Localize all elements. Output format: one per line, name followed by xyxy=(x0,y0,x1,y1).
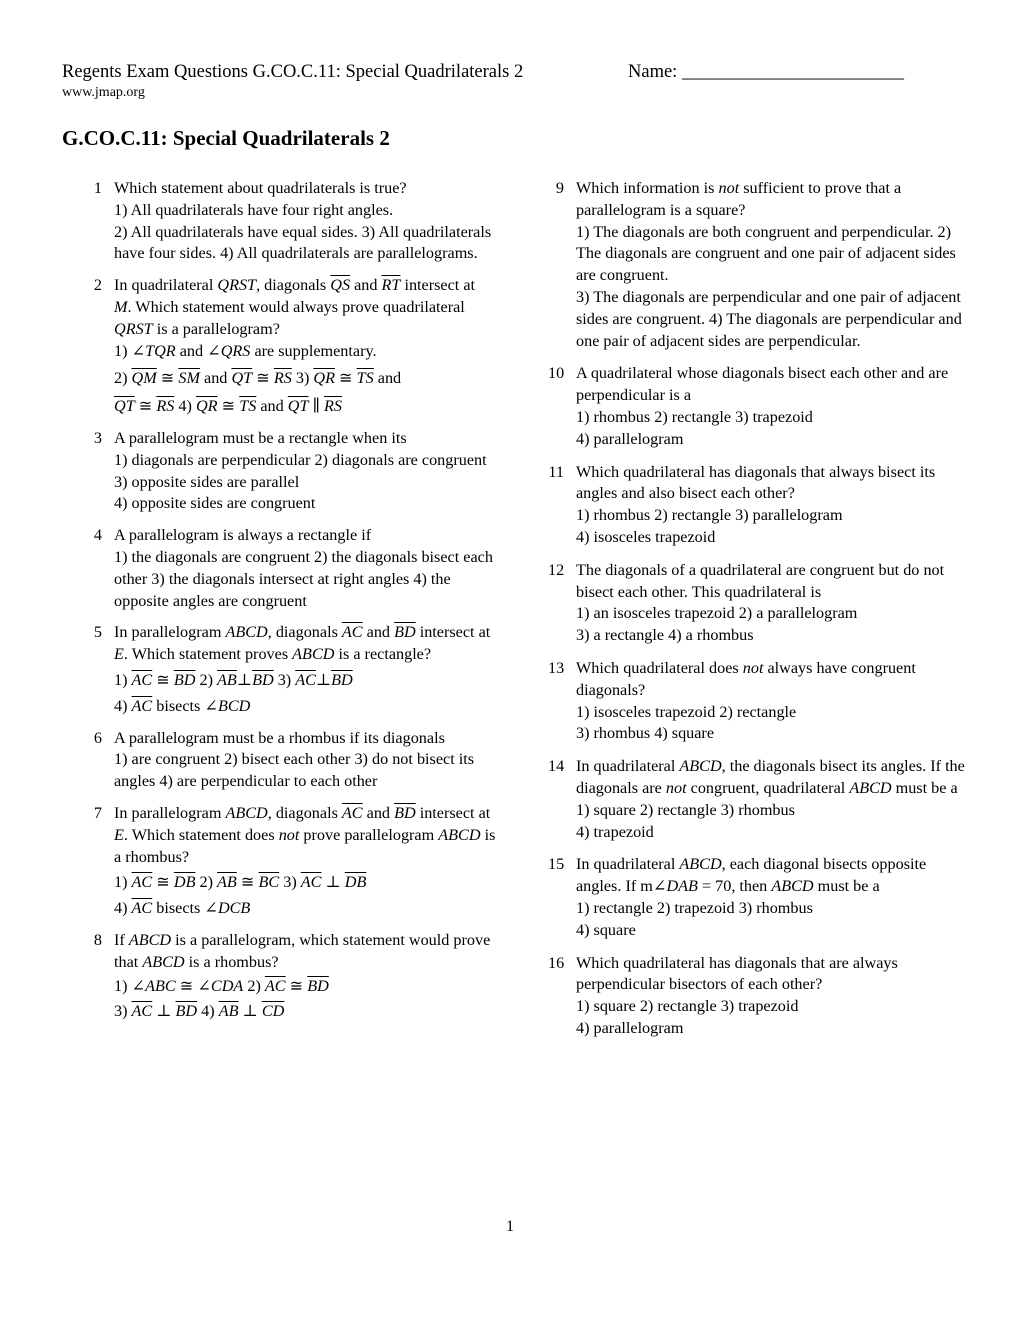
question-12 xyxy=(548,560,968,647)
choice-line: 1) an isosceles trapezoid 2) a parallelogram xyxy=(576,604,858,623)
question-number: 12 xyxy=(548,560,565,579)
question-7 xyxy=(86,803,496,920)
choice-line: 4) opposite sides are congruent xyxy=(114,494,316,513)
question-2 xyxy=(86,275,496,418)
choice-line: 1) rectangle 2) trapezoid 3) rhombus xyxy=(576,898,813,917)
question-10 xyxy=(548,363,968,450)
question-text: Which statement about quadrilaterals is true? xyxy=(114,179,407,197)
question-11 xyxy=(548,462,968,549)
choice-line: 3) rhombus 4) square xyxy=(576,724,715,743)
question-number: 13 xyxy=(548,658,565,677)
question-text: Which quadrilateral does not always have congruent diagonals? xyxy=(576,658,916,699)
question-number: 15 xyxy=(548,855,565,874)
question-6 xyxy=(86,728,496,793)
choice-line: 1) square 2) rectangle 3) trapezoid xyxy=(576,997,799,1016)
question-number: 9 xyxy=(555,179,564,197)
page-heading: G.CO.C.11: Special Quadrilaterals 2 xyxy=(62,126,390,150)
question-14 xyxy=(548,756,968,843)
question-13 xyxy=(548,658,968,745)
choice-line: 1) square 2) rectangle 3) rhombus xyxy=(576,800,795,819)
choice-line: 1) diagonals are perpendicular 2) diagonals are congruent 3) opposite sides are parallel xyxy=(114,450,487,491)
question-text: A quadrilateral whose diagonals bisect each other and are perpendicular is a xyxy=(576,364,949,405)
choice-line: 4) trapezoid xyxy=(576,822,654,841)
choice-line: 1) ∠ABC ≅ ∠CDA 2) $\overline{AC}$ ≅ $\overline{BD}$ xyxy=(114,976,329,995)
choice-line: 4) square xyxy=(576,920,636,939)
question-number: 11 xyxy=(548,462,564,481)
choice-line: 1) $\overline{AC}$ ≅ $\overline{DB}$ 2) $\overline{AB}$ ≅ $\overline{BC}$ 3) $\overline{AC}$ ⊥ $\overline{DB}$ xyxy=(114,873,367,892)
question-text: If ABCD is a parallelogram, which statement would prove that ABCD is a rhombus? xyxy=(114,930,491,971)
choice-line: 4) parallelogram xyxy=(576,429,684,448)
question-4 xyxy=(86,525,496,612)
choice-line: 3) $\overline{AC}$ ⊥ $\overline{BD}$ 4) $\overline{AB}$ ⊥ $\overline{CD}$ xyxy=(114,1002,285,1021)
question-1 xyxy=(86,178,496,265)
question-text: Which quadrilateral has diagonals that always bisect its angles and also bisect each other? xyxy=(576,462,936,503)
header-title: Regents Exam Questions G.CO.C.11: Special Quadrilaterals 2 xyxy=(62,62,524,82)
question-number: 14 xyxy=(548,757,565,776)
question-text: Which quadrilateral has diagonals that are always perpendicular bisectors of each other? xyxy=(576,953,898,994)
question-number: 8 xyxy=(93,930,102,949)
question-text: In parallelogram ABCD, diagonals $\overline{AC}$ and $\overline{BD}$ intersect at E. Which statement proves ABCD is a rectangle? xyxy=(114,623,491,664)
choice-line: 4) $\overline{AC}$ bisects ∠DCB xyxy=(114,899,251,918)
question-number: 5 xyxy=(93,623,102,642)
question-15 xyxy=(548,854,968,941)
choice-line: 3) The diagonals are perpendicular and one pair of adjacent sides are congruent. 4) The diagonals are perpendicular and one pair of adjacent sides are perpendicular. xyxy=(576,287,962,350)
question-number: 10 xyxy=(548,364,565,383)
question-text: A parallelogram must be a rhombus if its diagonals xyxy=(114,728,445,747)
question-text: In quadrilateral QRST, diagonals $\overline{QS}$ and $\overline{RT}$ intersect at M. Which statement would always prove quadrilateral QRST is a parallelogram? xyxy=(114,276,476,338)
choice-line: 4) isosceles trapezoid xyxy=(576,527,716,546)
question-16 xyxy=(548,953,968,1040)
choice-line: 1) rhombus 2) rectangle 3) trapezoid xyxy=(576,407,813,426)
choice-line: 1) the diagonals are congruent 2) the diagonals bisect each other 3) the diagonals intersect at right angles 4) the opposite angles are congruent xyxy=(114,547,493,610)
header-url: www.jmap.org xyxy=(62,85,145,100)
question-3 xyxy=(86,428,496,515)
question-text: The diagonals of a quadrilateral are congruent but do not bisect each other. This quadrilateral is xyxy=(576,560,945,601)
right-column xyxy=(548,178,968,1040)
question-8 xyxy=(86,930,496,1023)
question-text: In quadrilateral ABCD, each diagonal bisects opposite angles. If m∠DAB = 70, then ABCD must be a xyxy=(576,855,927,896)
question-number: 7 xyxy=(93,803,102,822)
question-text: Which information is not sufficient to prove that a parallelogram is a square? xyxy=(576,179,902,219)
choice-line: 3) a rectangle 4) a rhombus xyxy=(576,626,754,645)
question-9 xyxy=(548,178,968,352)
choice-line: 4) $\overline{AC}$ bisects ∠BCD xyxy=(114,696,251,715)
choice-line: 1) The diagonals are both congruent and perpendicular. 2) The diagonals are congruent and one pair of adjacent sides are congruent. xyxy=(576,222,956,285)
left-column xyxy=(86,178,496,1023)
name-blank-line: ________________________ xyxy=(681,62,904,82)
question-number: 2 xyxy=(93,276,102,295)
name-label: Name: xyxy=(628,62,678,82)
choice-line: 4) parallelogram xyxy=(576,1018,684,1037)
question-text: A parallelogram is always a rectangle if xyxy=(114,526,372,545)
question-number: 3 xyxy=(93,428,102,447)
question-5 xyxy=(86,622,496,717)
choice-line: 1) rhombus 2) rectangle 3) parallelogram xyxy=(576,506,843,525)
question-number: 1 xyxy=(93,179,102,197)
question-number: 4 xyxy=(93,526,102,545)
question-text: In quadrilateral ABCD, the diagonals bisect its angles. If the diagonals are not congruent, quadrilateral ABCD must be a xyxy=(576,757,965,797)
choice-line: 2) $\overline{QM}$ ≅ $\overline{SM}$ and $\overline{QT}$ ≅ $\overline{RS}$ 3) $\overline{QR}$ ≅ $\overline{TS}$ and xyxy=(114,369,402,388)
choice-line: 1) All quadrilaterals have four right angles. xyxy=(114,200,394,219)
name-field xyxy=(628,62,904,83)
choice-line: $\overline{QT}$ ≅ $\overline{RS}$ 4) $\overline{QR}$ ≅ $\overline{TS}$ and $\overline{QT}$ ∥ $\overline{RS}$ xyxy=(114,397,343,416)
question-number: 6 xyxy=(93,728,102,747)
question-text: A parallelogram must be a rectangle when its xyxy=(114,428,407,447)
choice-line: 1) $\overline{AC}$ ≅ $\overline{BD}$ 2) $\overline{AB}\perp\overline{BD}$ 3) $\overline{AC}\perp\overline{BD}$ xyxy=(114,670,353,689)
choice-line: 1) are congruent 2) bisect each other 3) do not bisect its angles 4) are perpendicular to each other xyxy=(114,750,475,791)
question-number: 16 xyxy=(548,953,565,972)
choice-line: 1) ∠TQR and ∠QRS are supplementary. xyxy=(114,341,377,360)
choice-line: 1) isosceles trapezoid 2) rectangle xyxy=(576,702,797,721)
choice-line: 2) All quadrilaterals have equal sides. 3) All quadrilaterals have four sides. 4) All quadrilaterals are parallelograms. xyxy=(114,222,492,263)
question-text: In parallelogram ABCD, diagonals $\overline{AC}$ and $\overline{BD}$ intersect at E. Which statement does not prove parallelogram ABCD is a rhombus? xyxy=(114,803,496,866)
page-number: 1 xyxy=(506,1218,514,1235)
